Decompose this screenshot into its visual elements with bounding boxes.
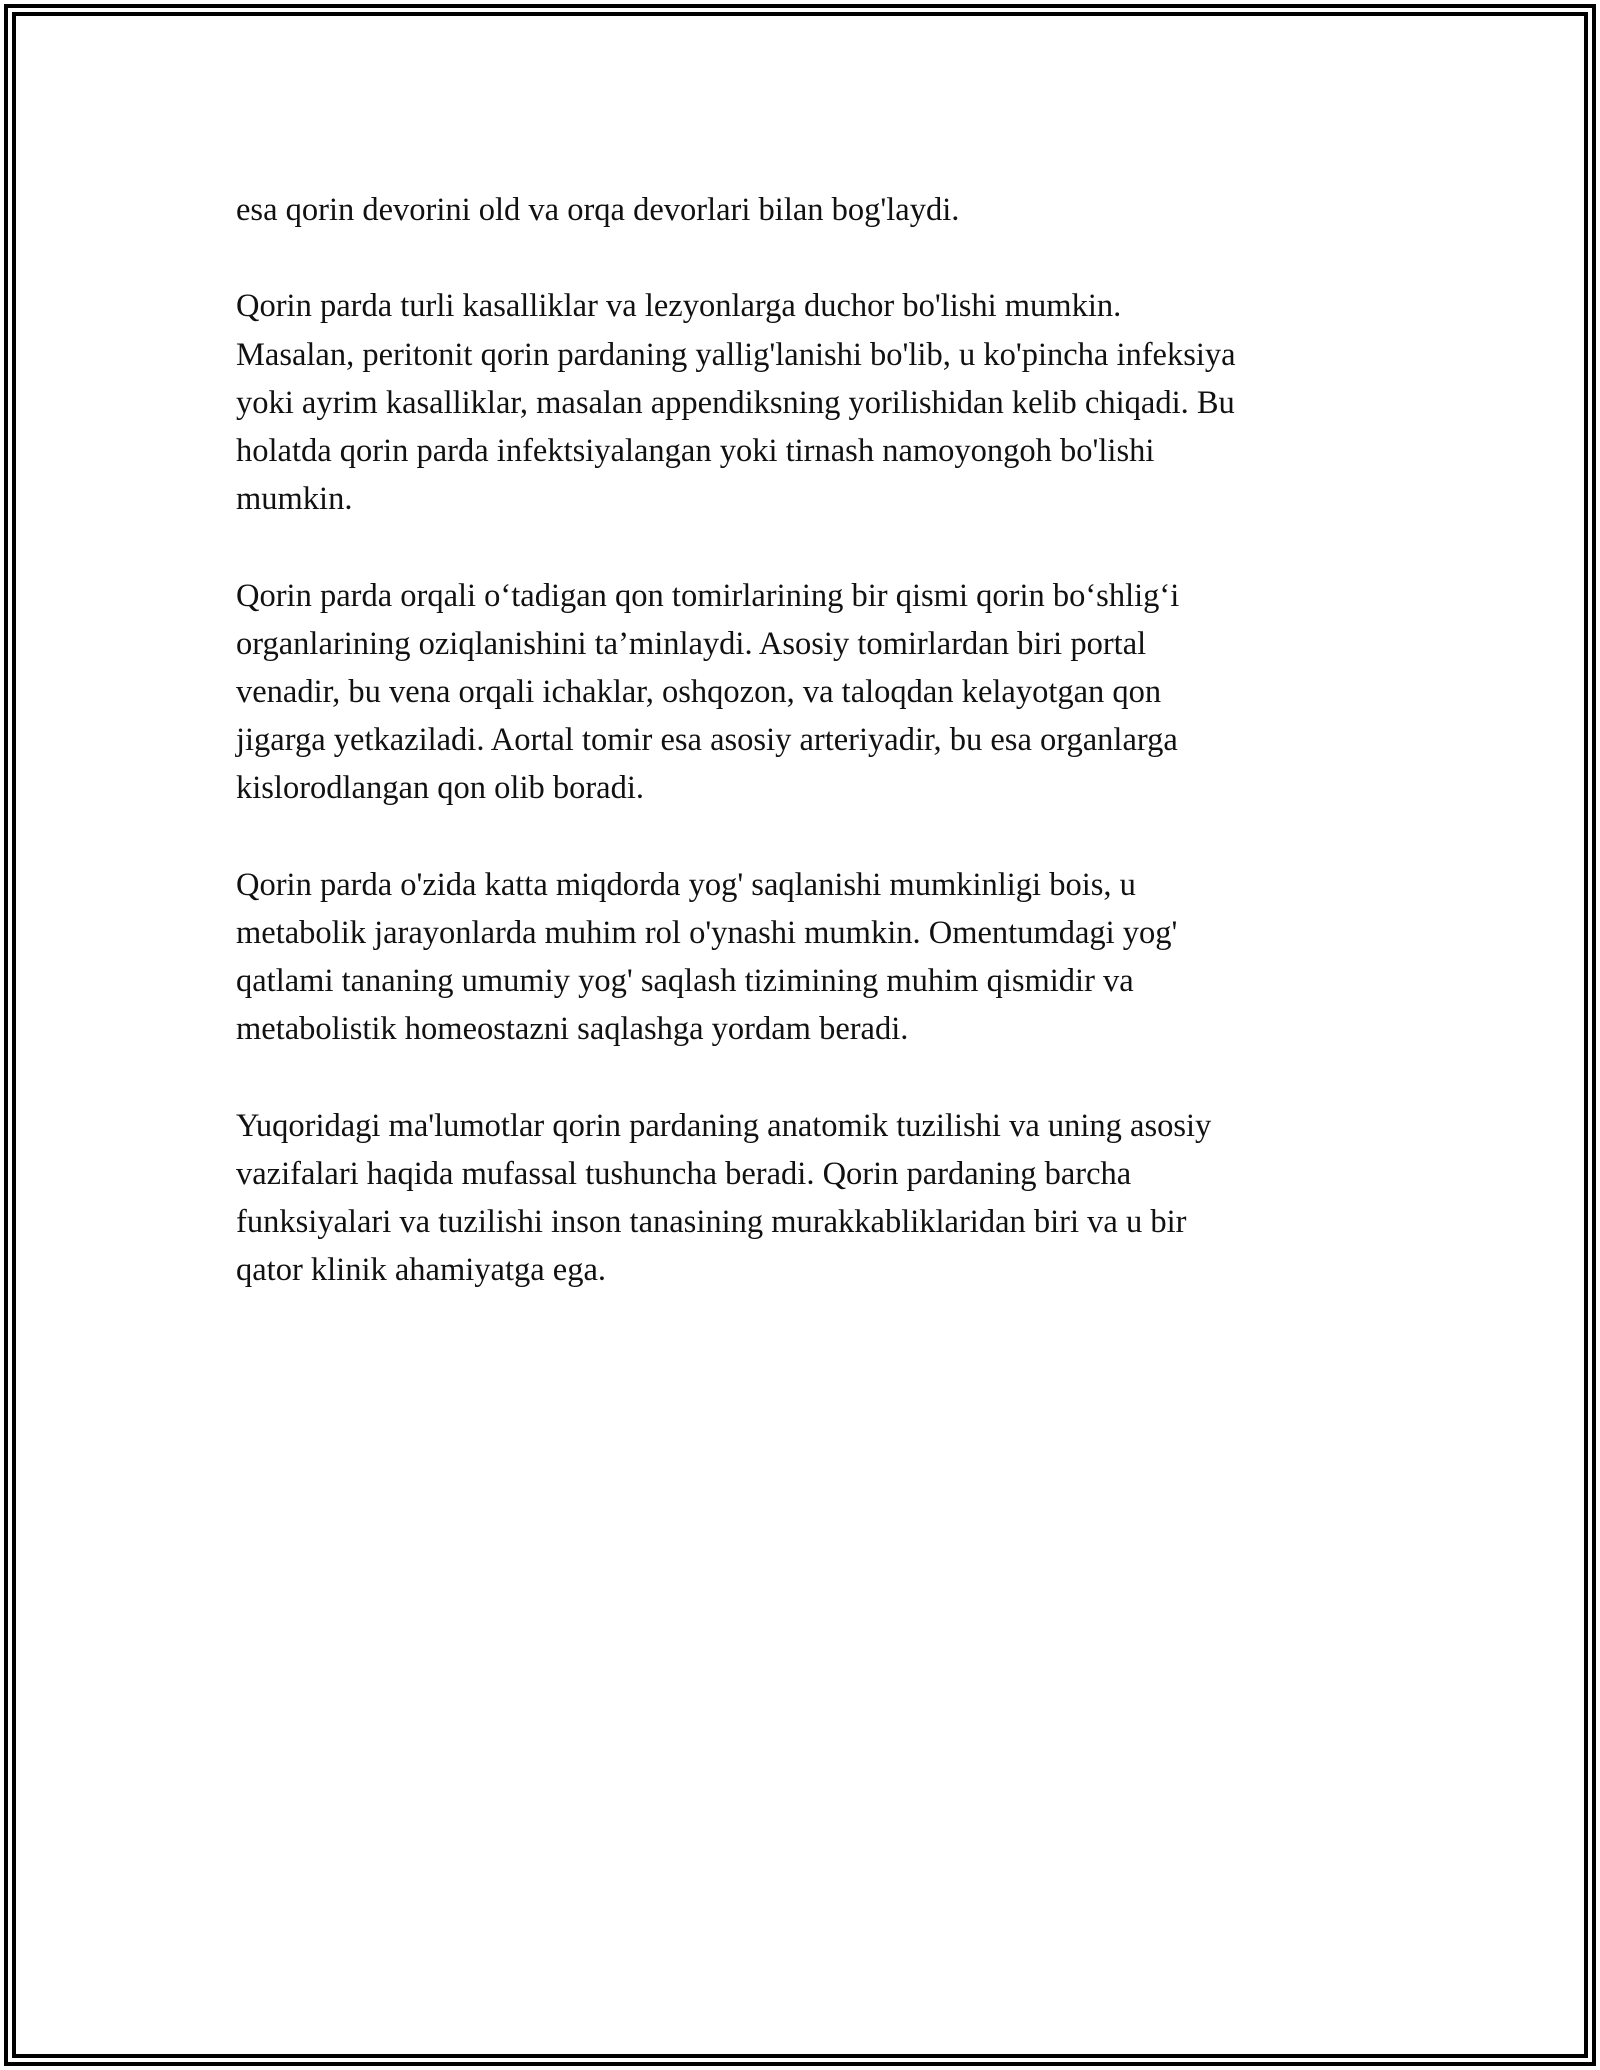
paragraph-5: Yuqoridagi ma'lumotlar qorin pardaning anatomik tuzilishi va uning asosiy vazifalari haqida mufassal tushuncha beradi. Qorin pardaning barcha funksiyalari va tuzilishi inson tanasining murakkabliklaridan biri va u bir qator klinik ahamiyatga ega. xyxy=(236,1107,1212,1289)
paragraph-2: Qorin parda turli kasalliklar va lezyonlarga duchor bo'lishi mumkin. Masalan, peritonit qorin pardaning yallig'lanishi bo'lib, u ko'pincha infeksiya yoki ayrim kasalliklar, masalan appendiksning yorilishidan kelib chiqadi. Bu holatda qorin parda infektsiyalangan yoki tirnash namoyongoh bo'lishi mumkin. xyxy=(236,288,1236,518)
paragraph-1: esa qorin devorini old va orqa devorlari bilan bog'laydi. xyxy=(236,192,960,228)
paragraph-3: Qorin parda orqali o‘tadigan qon tomirlarining bir qismi qorin bo‘shlig‘i organlarining oziqlanishini ta’minlaydi. Asosiy tomirlardan biri portal venadir, bu vena orqali ichaklar, oshqozon, va taloqdan kelayotgan qon jigarga yetkaziladi. Aortal tomir esa asosiy arteriyadir, bu esa organlarga kislorodlangan qon olib boradi. xyxy=(236,577,1180,807)
paragraph-4: Qorin parda o'zida katta miqdorda yog' saqlanishi mumkinligi bois, u metabolik jarayonlarda muhim rol o'ynashi mumkin. Omentumdagi yog' qatlami tananing umumiy yog' saqlash tizimining muhim qismidir va metabolistik homeostazni saqlashga yordam beradi. xyxy=(236,866,1178,1048)
document-body xyxy=(236,186,1376,1343)
